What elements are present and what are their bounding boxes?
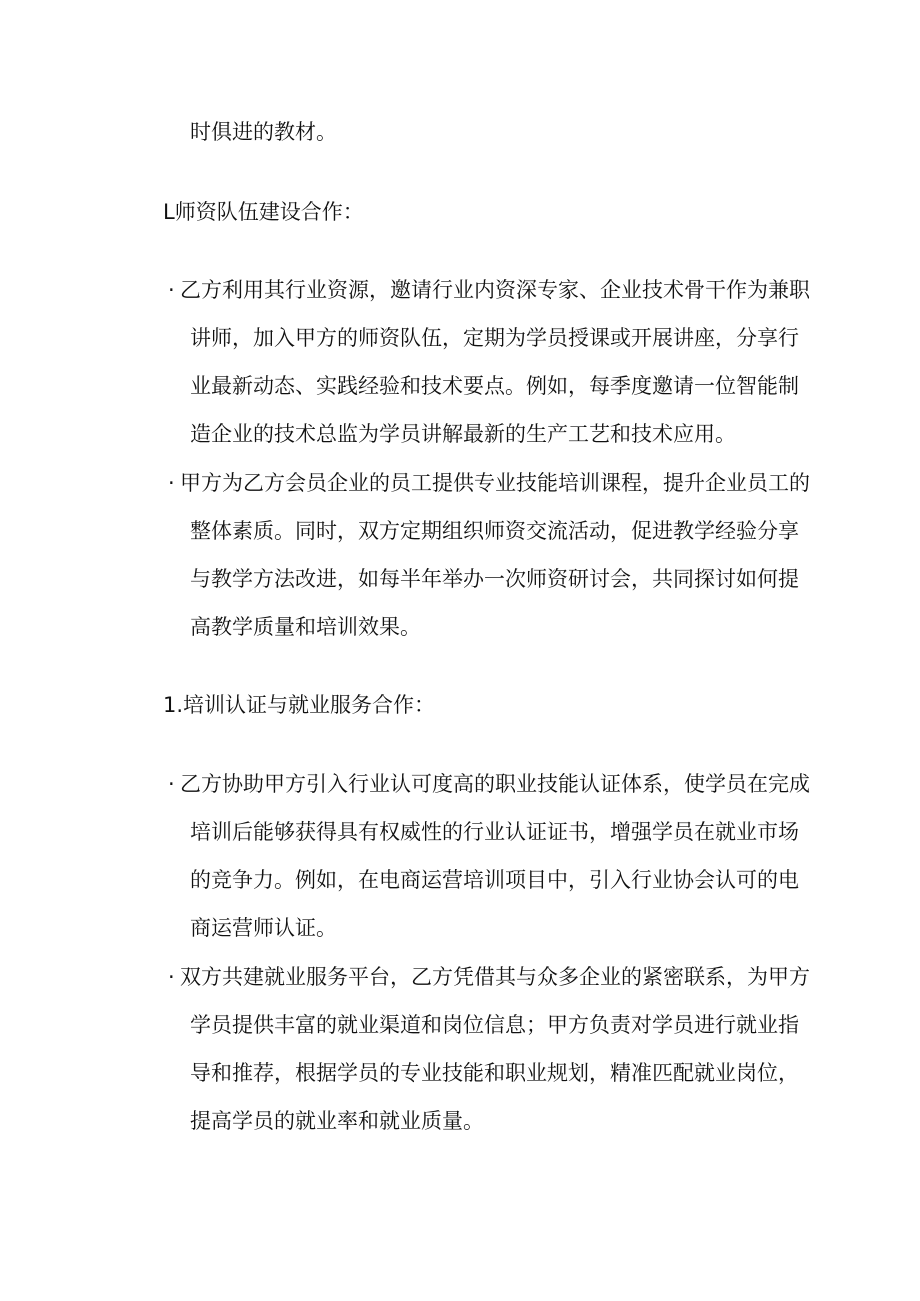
bullet-marker: ·	[168, 965, 175, 989]
list-item-line: 双方共建就业服务平台，乙方凭借其与众多企业的紧密联系，为甲方	[180, 965, 810, 989]
list-item-line: 与教学方法改进，如每半年举办一次师资研讨会，共同探讨如何提	[190, 567, 799, 591]
list-item-line: 培训后能够获得具有权威性的行业认证证书，增强学员在就业市场	[190, 820, 799, 844]
list-item-line: 业最新动态、实践经验和技术要点。例如，每季度邀请一位智能制	[190, 374, 799, 398]
list-item-line: 学员提供丰富的就业渠道和岗位信息；甲方负责对学员进行就业指	[190, 1013, 799, 1037]
list-item-line: 整体素质。同时，双方定期组织师资交流活动，促进教学经验分享	[190, 519, 799, 543]
section-heading-faculty: L师资队伍建设合作：	[163, 200, 364, 224]
list-item-line: 乙方协助甲方引入行业认可度高的职业技能认证体系，使学员在完成	[180, 772, 810, 796]
list-item-line: 提高学员的就业率和就业质量。	[190, 1109, 484, 1133]
paragraph-tail: 时俱进的教材。	[190, 120, 337, 144]
list-item-line: 导和推荐，根据学员的专业技能和职业规划，精准匹配就业岗位，	[190, 1061, 799, 1085]
bullet-marker: ·	[168, 278, 175, 302]
bullet-marker: ·	[168, 772, 175, 796]
list-item-line: 造企业的技术总监为学员讲解最新的生产工艺和技术应用。	[190, 422, 736, 446]
list-item-line: 乙方利用其行业资源，邀请行业内资深专家、企业技术骨干作为兼职	[180, 278, 810, 302]
list-item-line: 商运营师认证。	[190, 916, 337, 940]
section-heading-certification: 1.培训认证与就业服务合作：	[163, 693, 436, 717]
list-item-line: 讲师，加入甲方的师资队伍，定期为学员授课或开展讲座，分享行	[190, 326, 799, 350]
list-item-line: 甲方为乙方会员企业的员工提供专业技能培训课程，提升企业员工的	[180, 471, 810, 495]
list-item-line: 的竞争力。例如，在电商运营培训项目中，引入行业协会认可的电	[190, 868, 799, 892]
bullet-marker: ·	[168, 471, 175, 495]
list-item-line: 高教学质量和培训效果。	[190, 615, 421, 639]
